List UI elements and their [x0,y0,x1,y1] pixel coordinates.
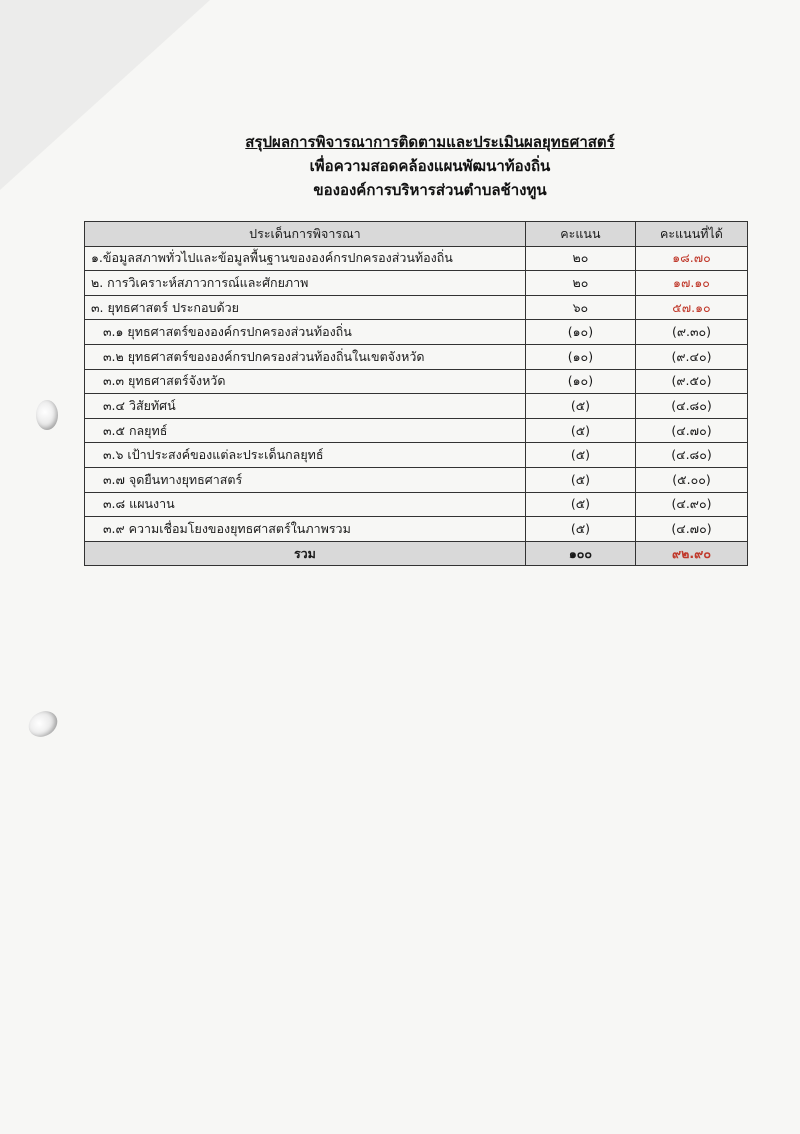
row-score-obtained: (๔.๙๐) [635,492,747,517]
row-score: ๖๐ [525,295,635,320]
column-header-score: คะแนน [525,222,635,247]
table-row [85,418,748,443]
row-topic: ๒. การวิเคราะห์สภาวการณ์และศักยภาพ [85,271,526,296]
row-score: (๑๐) [525,320,635,345]
row-score-obtained: (๙.๕๐) [635,369,747,394]
row-topic: ๓.๕ กลยุทธ์ [85,418,526,443]
header-subtitle: เพื่อความสอดคล้องแผนพัฒนาท้องถิ่น [309,157,551,175]
row-score-obtained: (๙.๓๐) [635,320,747,345]
header-title: สรุปผลการพิจารณาการติดตามและประเมินผลยุทธศาสตร์ [245,133,615,151]
punch-hole-bottom [24,706,62,742]
total-score-obtained: ๙๒.๙๐ [635,541,747,566]
punch-hole-top [36,400,58,430]
row-score-obtained: ๑๗.๑๐ [635,271,747,296]
header-organization: ขององค์การบริหารส่วนตำบลช้างทูน [313,181,547,199]
table-row [85,344,748,369]
table-row [85,271,748,296]
row-topic: ๓.๗ จุดยืนทางยุทธศาสตร์ [85,467,526,492]
row-score-obtained: (๙.๔๐) [635,344,747,369]
row-score: (๑๐) [525,369,635,394]
row-topic: ๓.๘ แผนงาน [85,492,526,517]
row-score-obtained: (๔.๗๐) [635,517,747,542]
table-row [85,295,748,320]
row-topic: ๓.๑ ยุทธศาสตร์ขององค์กรปกครองส่วนท้องถิ่น [85,320,526,345]
table-row [85,394,748,419]
table-row [85,320,748,345]
total-score: ๑๐๐ [525,541,635,566]
document-header [150,130,710,202]
row-score: (๕) [525,394,635,419]
row-score-obtained: ๕๗.๑๐ [635,295,747,320]
row-score: (๑๐) [525,344,635,369]
row-score: (๕) [525,443,635,468]
row-score: ๒๐ [525,246,635,271]
table-row [85,517,748,542]
row-score: (๕) [525,492,635,517]
column-header-topic: ประเด็นการพิจารณา [85,222,526,247]
row-topic: ๓.๓ ยุทธศาสตร์จังหวัด [85,369,526,394]
total-label: รวม [85,541,526,566]
row-topic: ๓. ยุทธศาสตร์ ประกอบด้วย [85,295,526,320]
table-row [85,443,748,468]
row-score: (๕) [525,467,635,492]
row-score-obtained: (๔.๘๐) [635,443,747,468]
table-row [85,246,748,271]
row-topic: ๓.๔ วิสัยทัศน์ [85,394,526,419]
row-score-obtained: (๕.๐๐) [635,467,747,492]
table-row [85,467,748,492]
row-score-obtained: ๑๘.๗๐ [635,246,747,271]
row-score-obtained: (๔.๗๐) [635,418,747,443]
row-topic: ๑.ข้อมูลสภาพทั่วไปและข้อมูลพื้นฐานขององค์กรปกครองส่วนท้องถิ่น [85,246,526,271]
row-score-obtained: (๔.๘๐) [635,394,747,419]
row-score: ๒๐ [525,271,635,296]
row-topic: ๓.๒ ยุทธศาสตร์ขององค์กรปกครองส่วนท้องถิ่นในเขตจังหวัด [85,344,526,369]
table-row [85,492,748,517]
score-table [84,221,748,566]
total-row [85,541,748,566]
column-header-score-obtained: คะแนนที่ได้ [635,222,747,247]
row-topic: ๓.๖ เป้าประสงค์ของแต่ละประเด็นกลยุทธ์ [85,443,526,468]
row-score: (๕) [525,418,635,443]
table-row [85,369,748,394]
table-header-row [85,222,748,247]
row-topic: ๓.๙ ความเชื่อมโยงของยุทธศาสตร์ในภาพรวม [85,517,526,542]
row-score: (๕) [525,517,635,542]
